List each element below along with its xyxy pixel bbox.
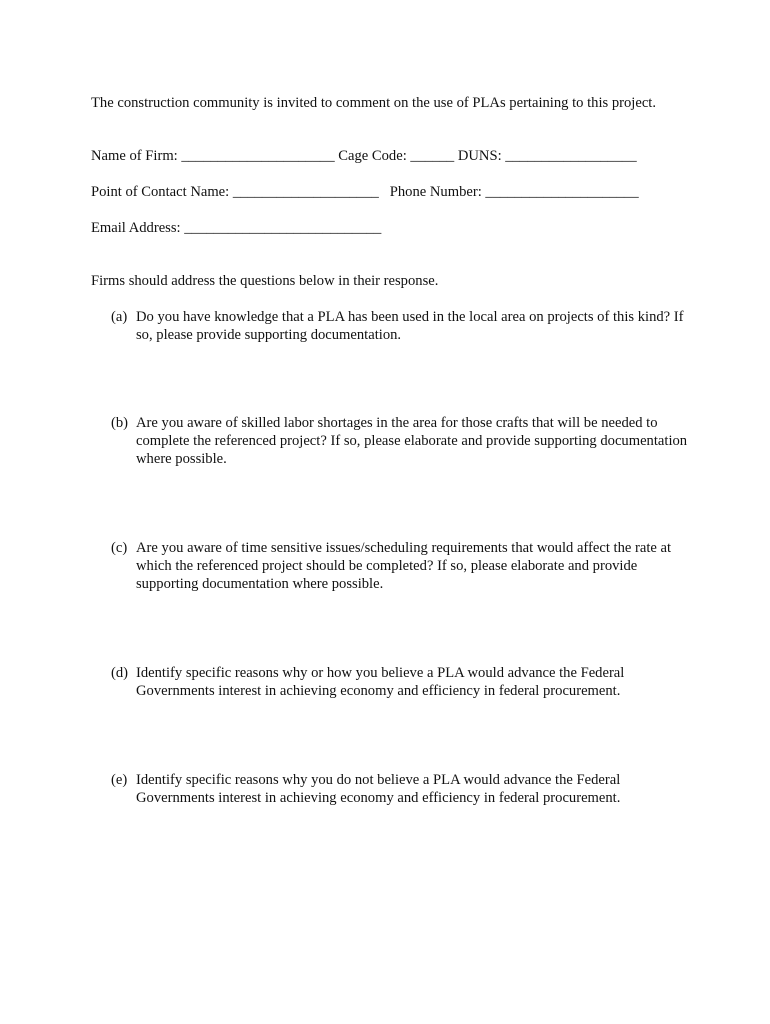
firm-info-fields-line: Name of Firm: _____________________ Cage Code: ______ DUNS: __________________ <box>91 148 637 164</box>
question-text: Identify specific reasons why or how you believe a PLA would advance the Federal Governments interest in achieving economy and efficiency in federal procurement. <box>136 665 625 699</box>
question-letter: (b) <box>111 415 129 431</box>
question-letter: (c) <box>111 540 128 556</box>
question-text: Are you aware of time sensitive issues/scheduling requirements that would affect the rate at which the referenced project should be completed? If so, please elaborate and provide supporting documentation where possible. <box>136 540 672 592</box>
instructions-paragraph: Firms should address the questions below in their response. <box>91 273 439 289</box>
intro-paragraph: The construction community is invited to comment on the use of PLAs pertaining to this project. <box>91 95 657 111</box>
question-letter: (d) <box>111 665 129 681</box>
question-text: Do you have knowledge that a PLA has been used in the local area on projects of this kind? If so, please provide supporting documentation. <box>136 309 684 343</box>
question-letter: (a) <box>111 309 128 325</box>
question-text: Are you aware of skilled labor shortages in the area for those crafts that will be needed to complete the referenced project? If so, please elaborate and provide supporting documentation where possible. <box>136 415 688 467</box>
question-letter: (e) <box>111 772 128 788</box>
contact-fields-line: Point of Contact Name: ____________________ Phone Number: _____________________ <box>91 184 639 200</box>
question-text: Identify specific reasons why you do not believe a PLA would advance the Federal Governments interest in achieving economy and efficiency in federal procurement. <box>136 772 621 806</box>
email-field-line: Email Address: ___________________________ <box>91 220 382 236</box>
